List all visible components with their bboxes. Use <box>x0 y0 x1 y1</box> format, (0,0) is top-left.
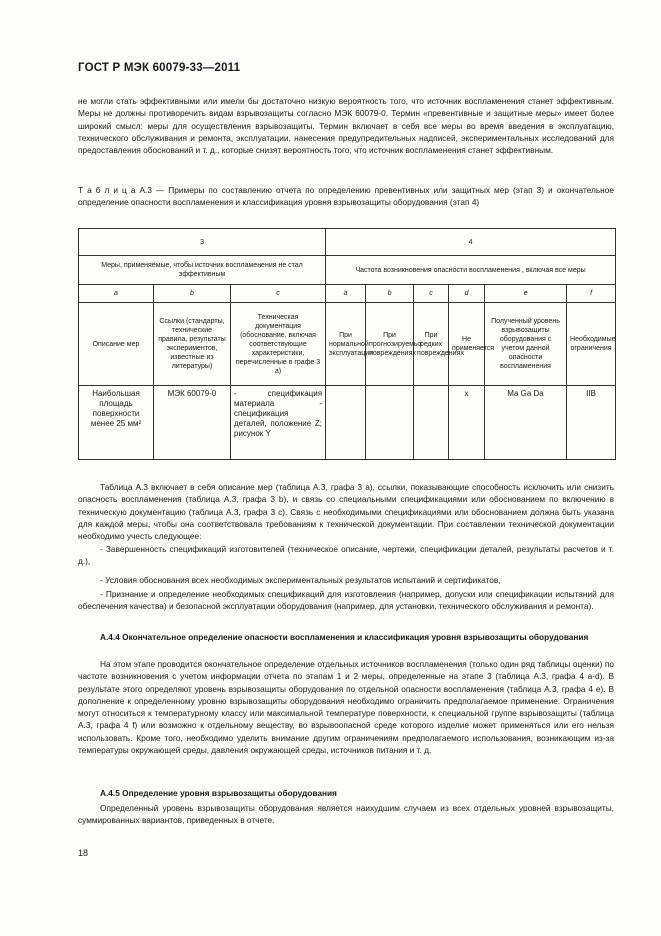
section-a45-title: А.4.5 Определение уровня взрывозащиты оборудования <box>100 788 337 798</box>
paragraph-after-table: Таблица А.3 включает в себя описание мер (таблица А.3, графа 3 а), ссылки, показывающие способность исключить или снизить опасность воспламенения (таблица А.3, графа 3 b), и связь со специальными спецификациями или обоснованием по включению в техническую документацию (таблица А.3, графа 3 c). Связь с необходимыми спецификациями или обоснованием должна быть указана для каждой меры, чтобы она соответствовала требованиям к технической документации. При составлении технической документации необходимо учесть следующее: <box>78 482 614 542</box>
column-group-3: 3 <box>79 229 326 256</box>
letter-3c: c <box>231 285 326 303</box>
header-limitations: Необходимые ограничения <box>567 303 616 386</box>
header-description: Описание мер <box>79 303 154 386</box>
table-a3 <box>78 228 616 460</box>
cell-references: МЭК 60079-0 <box>154 386 231 460</box>
cell-description: Наибольшая площадь поверхности менее 25 мм² <box>79 386 154 460</box>
bullet-2: - Условия обоснования всех необходимых экспериментальных результатов испытаний и сертификатов, <box>100 575 501 585</box>
section-a44-title: А.4.4 Окончательное определение опасности воспламенения и классификация уровня взрывозащиты оборудования <box>100 632 589 642</box>
bullet-3: - Признание и определение необходимых спецификаций для изготовления (например, допуски или спецификации испытаний для обеспечения качества) и безопасной эксплуатации оборудования (например, для установки, технического обслуживания и ремонта). <box>78 589 614 612</box>
column-group-4: 4 <box>326 229 616 256</box>
document-header: ГОСТ Р МЭК 60079-33—2011 <box>78 62 241 74</box>
cell-not-applicable: x <box>449 386 485 460</box>
cell-normal <box>326 386 366 460</box>
group-3-title: Меры, применяемые, чтобы источник воспламенения не стал эффективным <box>79 256 326 285</box>
letter-4f: f <box>567 285 616 303</box>
section-a45-text: Определенный уровень взрывозащиты оборудования является наихудшим случаем из всех отдельных уровней взрывозащиты, суммированных вариантов, приведенных в отчете. <box>78 803 614 826</box>
bullet-1: - Завершенность спецификаций изготовителей (техническое описание, чертежи, спецификации деталей, результаты расчетов и т. д.), <box>78 544 614 567</box>
section-a44-text: На этом этапе проводится окончательное определение отдельных источников воспламенения (только один ряд таблицы оценки) по частоте возникновения с учетом информации отчета по этапам 1 и 2 меры, определенные на этапе 3 (таблица А.3, графа 4 a-d). В результате этого определяют уровень взрывозащиты оборудования по отдельной опасности воспламенения (таблица А.3, графа 4 e). В дополнение к определенному уровню взрывозащиты оборудования необходимо ограничить предполагаемое применение. Ограничения могут относиться к температурному классу или максимальной температуре поверхности, к специальной группе взрывозащиты (таблица А.3, графа 4 f) или возможно к отдельному веществу, во взрывоопасной среде которого изделие может применяться или его нельзя использовать. Кроме того, необходимо уделить внимание другим ограничениям предполагаемого использования, возникающим из-за температуры окружающей среды, давления окружающей среды, источников питания и т. д. <box>78 659 614 756</box>
letter-4b: b <box>366 285 414 303</box>
letter-3a: a <box>79 285 154 303</box>
table-caption: Т а б л и ц а А.3 — Примеры по составлению отчета по определению превентивных или защитных мер (этап 3) и окончательное определение опасности воспламенения и классификация уровня взрывозащиты оборудования (этап 4) <box>78 185 614 208</box>
cell-limitations: IIB <box>567 386 616 460</box>
header-not-applicable: Не применяется <box>449 303 485 386</box>
letter-4a: a <box>326 285 366 303</box>
header-expected-malfunction: При прогнозируемых повреждениях <box>366 303 414 386</box>
header-documentation: Техническая документация (обоснование, включая соответствующие характеристики, перечисленные в графе 3 a) <box>231 303 326 386</box>
letter-3b: b <box>154 285 231 303</box>
intro-paragraph: не могли стать эффективными или имели бы достаточно низкую вероятность того, что источник воспламенения станет эффективным. Меры не должны противоречить видам взрывозащиты согласно МЭК 60079-0. Термин «превентивные и защитные меры» имеет более широкий смысл: меры для осуществления взрывозащиты. Термин включает в себя все меры во время введения в эксплуатацию, технического обслуживания и ремонта, эксплуатации, нанесения предупредительных надписей, экспериментальных исследований для предоставления обоснований и т. д., которые снизят вероятность того, что источник воспламенения станет эффективным. <box>78 96 614 156</box>
cell-expected <box>366 386 414 460</box>
cell-epl: Ma Ga Da <box>485 386 567 460</box>
page-number: 18 <box>78 848 89 858</box>
letter-4c: c <box>414 285 449 303</box>
cell-documentation: - спецификация материала - спецификация деталей, положение Z; рисунок Y <box>231 386 326 460</box>
header-epl: Полученный уровень взрывозащиты оборудования с учетом данной опасности воспламенения <box>485 303 567 386</box>
group-4-title: Частота возникновения опасности воспламенения , включая все меры <box>326 256 616 285</box>
header-normal-operation: При нормальной эксплуатации <box>326 303 366 386</box>
cell-rare <box>414 386 449 460</box>
header-rare-malfunction: При редких повреждениях <box>414 303 449 386</box>
letter-4d: d <box>449 285 485 303</box>
letter-4e: e <box>485 285 567 303</box>
header-references: Ссылки (стандарты, технические правила, результаты экспериментов, известные из литературы) <box>154 303 231 386</box>
